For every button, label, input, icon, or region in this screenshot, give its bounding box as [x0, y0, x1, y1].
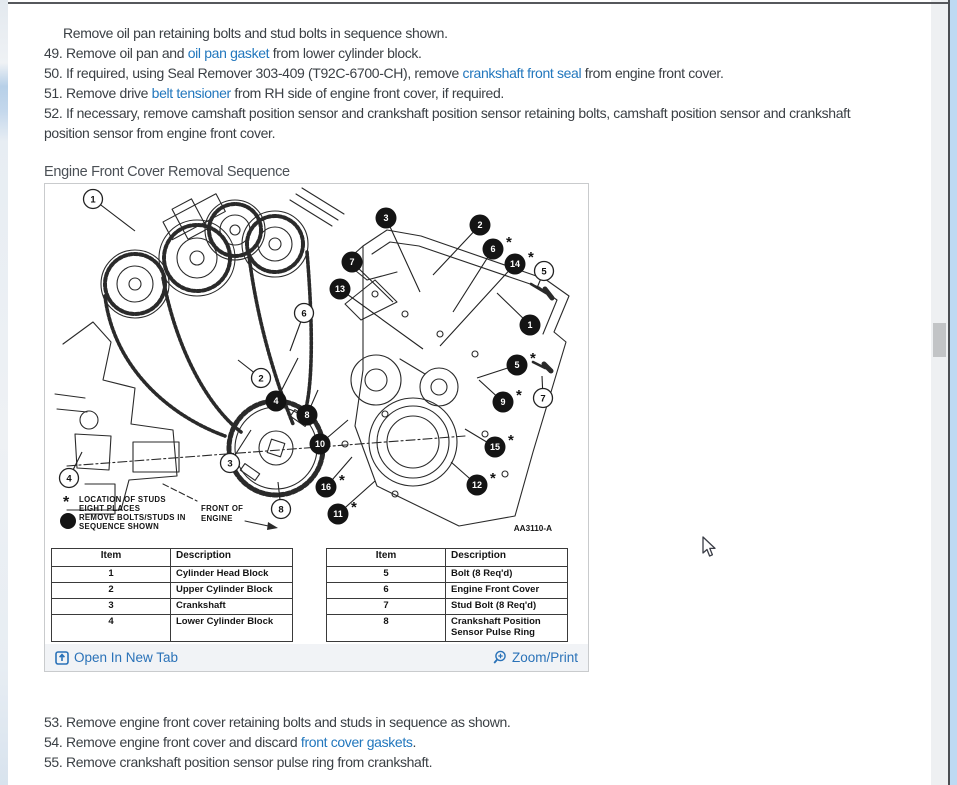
stud-location-star: * — [339, 472, 345, 489]
sequence-callout-number: 15 — [489, 442, 501, 453]
step-text: from RH side of engine front cover, if required. — [230, 85, 504, 101]
sequence-callout-number: 9 — [500, 397, 506, 408]
sequence-callout-number: 3 — [383, 213, 389, 224]
item-callout-number: 8 — [278, 504, 284, 516]
sequence-callout — [297, 405, 318, 426]
sequence-callout — [485, 432, 515, 458]
sequence-callout — [520, 315, 541, 336]
zoom-icon — [492, 650, 507, 665]
step-number: 54. — [44, 734, 66, 750]
step-text: . — [412, 734, 417, 750]
document-content — [8, 0, 931, 785]
sequence-callout — [376, 208, 397, 229]
step-text: Remove oil pan and — [65, 45, 188, 61]
description-cell: Crankshaft Position Sensor Pulse Ring — [446, 615, 568, 642]
item-cell: 4 — [52, 615, 171, 642]
item-cell: 1 — [52, 567, 171, 583]
step-number: 50. — [44, 65, 66, 81]
table-header: Description — [171, 549, 293, 567]
item-cell: 8 — [327, 615, 446, 642]
step-text: Remove drive — [65, 85, 152, 101]
front-label-line — [163, 484, 197, 501]
procedure-step — [44, 43, 949, 63]
sequence-callout-number: 14 — [509, 259, 521, 270]
step-number: 52. — [44, 105, 66, 121]
sequence-callout — [330, 279, 351, 300]
item-callout — [534, 389, 553, 408]
table-header: Description — [446, 549, 568, 567]
table-row — [52, 599, 293, 615]
stud-location-star: * — [530, 350, 536, 367]
step-number: 53. — [44, 714, 66, 730]
stud-location-star: * — [508, 432, 514, 449]
sequence-callout-number: 11 — [333, 509, 343, 520]
sequence-callout — [342, 252, 363, 273]
sequence-callout-number: 1 — [527, 320, 533, 331]
step-text: Remove engine front cover retaining bolts and studs in sequence as shown. — [65, 714, 511, 730]
step-number: 51. — [44, 85, 66, 101]
sequence-callout-number: 4 — [273, 396, 279, 407]
item-cell: 7 — [327, 599, 446, 615]
step-text: position sensor from engine front cover. — [44, 125, 276, 141]
front-of-engine-label1: FRONT OF — [201, 504, 244, 513]
procedure-step — [44, 752, 949, 772]
figure-panel — [44, 183, 589, 672]
legend-dot-text1: REMOVE BOLTS/STUDS IN — [79, 513, 186, 522]
engine-front-cover-diagram — [45, 184, 588, 546]
legend-dot — [60, 513, 76, 529]
item-table-right — [326, 548, 568, 642]
left-page-edge — [0, 0, 8, 785]
item-callout-number: 2 — [258, 373, 264, 385]
item-callout-number: 6 — [301, 308, 307, 320]
item-cell: 2 — [52, 583, 171, 599]
item-callout-number: 4 — [66, 473, 72, 485]
scrollbar-thumb[interactable] — [933, 323, 946, 357]
step-text: Remove engine front cover and discard — [65, 734, 301, 750]
inline-link[interactable]: front cover gaskets — [300, 734, 413, 750]
item-cell: 6 — [327, 583, 446, 599]
stud-location-star: * — [516, 387, 522, 404]
step-text: If necessary, remove camshaft position sensor and crankshaft position sensor retaining bolts, camshaft position sensor and crankshaft — [65, 105, 851, 121]
table-row — [52, 615, 293, 642]
scrollbar-track[interactable] — [931, 0, 948, 785]
item-table-left — [51, 548, 293, 642]
inline-link[interactable]: oil pan gasket — [187, 45, 270, 61]
open-in-new-tab-icon — [55, 651, 69, 665]
step-text: Remove crankshaft position sensor pulse ring from crankshaft. — [65, 754, 433, 770]
procedure-step — [44, 712, 949, 732]
front-of-engine-label2: ENGINE — [201, 514, 233, 523]
item-callout-number: 7 — [540, 393, 546, 405]
legend-star-text1: LOCATION OF STUDS — [79, 495, 166, 504]
inline-link[interactable]: belt tensioner — [151, 85, 231, 101]
sequence-callout-number: 12 — [471, 480, 483, 491]
sequence-callout-number: 8 — [304, 410, 310, 421]
legend — [60, 494, 552, 533]
stud-location-star: * — [490, 470, 496, 487]
sequence-callout — [493, 387, 523, 413]
table-row — [327, 567, 568, 583]
stud-location-star: * — [351, 499, 357, 516]
legend-dot-text2: SEQUENCE SHOWN — [79, 522, 160, 531]
description-cell: Stud Bolt (8 Req'd) — [446, 599, 568, 615]
item-callout — [60, 469, 79, 488]
table-row — [327, 599, 568, 615]
sequence-callout-number: 13 — [334, 284, 346, 295]
procedure-step — [44, 63, 949, 83]
step-text: Remove oil pan retaining bolts and stud bolts in sequence shown. — [63, 25, 448, 41]
cam-sprockets-art — [101, 200, 308, 318]
sequence-callout — [316, 472, 346, 498]
figure-footer — [45, 644, 588, 671]
open-in-new-tab-link[interactable] — [55, 650, 178, 665]
table-row — [327, 615, 568, 642]
sequence-callout — [467, 470, 497, 496]
procedure-step — [44, 83, 949, 103]
table-header: Item — [327, 549, 446, 567]
item-callout — [252, 369, 271, 388]
callout-markers — [60, 190, 554, 525]
stud-location-star: * — [528, 249, 534, 266]
figure-title: Engine Front Cover Removal Sequence — [44, 164, 290, 180]
top-border-line — [8, 2, 948, 4]
right-page-edge — [948, 0, 957, 785]
sequence-callout — [266, 391, 287, 412]
sequence-callout — [483, 234, 513, 260]
description-cell: Engine Front Cover — [446, 583, 568, 599]
table-header: Item — [52, 549, 171, 567]
procedure-steps-top — [44, 23, 949, 143]
step-number: 55. — [44, 754, 66, 770]
sequence-callout-number: 2 — [477, 220, 483, 231]
zoom-print-link[interactable] — [492, 650, 578, 665]
item-callout — [221, 454, 240, 473]
description-cell: Cylinder Head Block — [171, 567, 293, 583]
description-cell: Upper Cylinder Block — [171, 583, 293, 599]
item-cell: 3 — [52, 599, 171, 615]
procedure-steps-bottom — [44, 712, 949, 772]
legend-star: * — [63, 494, 70, 511]
zoom-print-label: Zoom/Print — [511, 650, 578, 665]
sequence-callout — [310, 434, 331, 455]
item-callout — [535, 262, 554, 281]
procedure-step — [44, 23, 949, 43]
description-cell: Lower Cylinder Block — [171, 615, 293, 642]
sequence-callout-number: 16 — [320, 482, 332, 493]
table-row — [52, 567, 293, 583]
mouse-cursor — [702, 536, 718, 558]
stud-location-star: * — [506, 234, 512, 251]
sequence-callout-number: 10 — [314, 439, 326, 450]
step-number: 49. — [44, 45, 66, 61]
item-callout-number: 1 — [90, 194, 96, 206]
legend-star-text2: EIGHT PLACES — [79, 504, 141, 513]
step-text: from engine front cover. — [581, 65, 724, 81]
procedure-step — [44, 732, 949, 752]
sequence-callout — [470, 215, 491, 236]
step-text: If required, using Seal Remover 303-409 (T92C-6700-CH), remove — [65, 65, 463, 81]
sequence-callout — [507, 350, 537, 376]
item-callout — [84, 190, 103, 209]
sequence-callout-number: 7 — [349, 257, 355, 268]
sequence-callout-number: 5 — [514, 360, 520, 371]
sequence-callout-number: 6 — [490, 244, 496, 255]
item-callout — [295, 304, 314, 323]
sequence-callout — [505, 249, 535, 275]
figure-code-label: AA3110-A — [513, 524, 552, 533]
description-cell: Crankshaft — [171, 599, 293, 615]
item-callout — [272, 500, 291, 519]
description-cell: Bolt (8 Req'd) — [446, 567, 568, 583]
procedure-step — [44, 103, 949, 143]
item-callout-number: 5 — [541, 266, 547, 278]
inline-link[interactable]: crankshaft front seal — [462, 65, 582, 81]
open-in-new-tab-label: Open In New Tab — [74, 650, 179, 665]
item-cell: 5 — [327, 567, 446, 583]
front-arrow-head — [267, 522, 278, 530]
table-row — [327, 583, 568, 599]
item-callout-number: 3 — [227, 458, 233, 470]
sequence-callout — [328, 499, 358, 525]
table-row — [52, 583, 293, 599]
step-text: from lower cylinder block. — [269, 45, 422, 61]
